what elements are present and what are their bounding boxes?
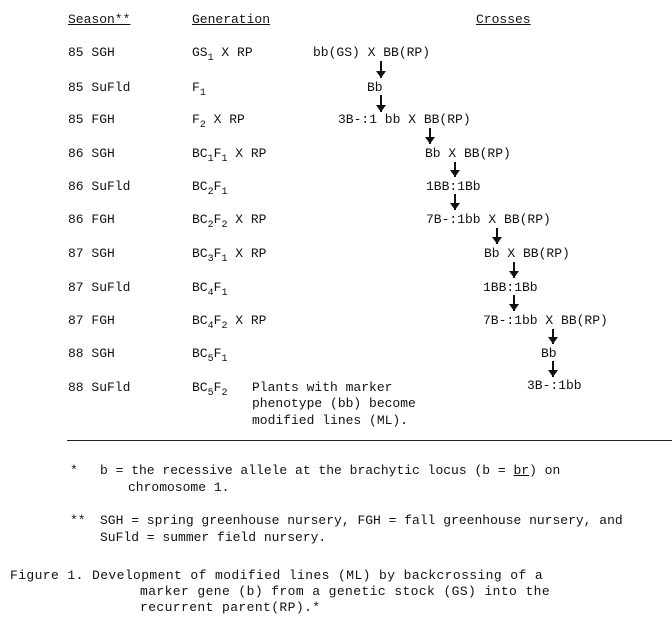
generation-cell: $BC_2F_1$ [192,179,228,198]
cross-label: 3B-:1bb [527,378,582,393]
down-arrow-icon [449,162,461,177]
season-cell: 86 SuFld [68,179,131,194]
cross-label: 7B-:1bb X BB(RP) [483,313,608,328]
season-cell: 85 FGH [68,112,115,127]
cross-label: Bb X BB(RP) [425,146,511,161]
season-cell: 87 FGH [68,313,115,328]
generation-cell: $BC_3F_1$ X RP [192,246,267,265]
cross-label: bb(GS) X BB(RP) [313,45,431,60]
caption-line: Figure 1. Development of modified lines (ML) by backcrossing of a [10,568,544,583]
generation-cell: $BC_1F_1$ X RP [192,146,267,165]
generation-cell: $F_1$ [192,80,206,99]
note-line: Plants with marker [252,380,393,395]
down-arrow-icon [375,95,387,112]
note-line: phenotype (bb) become [252,396,416,411]
down-arrow-icon [508,262,520,278]
season-cell: 85 SuFld [68,80,131,95]
down-arrow-icon [375,61,387,78]
down-arrow-icon [424,128,436,144]
footnote-mark: * [70,463,78,478]
header-crosses: Crosses [476,12,531,27]
caption-line: marker gene (b) from a genetic stock (GS) into the [140,584,551,599]
cross-label: Bb X BB(RP) [484,246,570,261]
generation-cell: $BC_5F_1$ [192,346,228,365]
cross-label: 1BB:1Bb [483,280,538,295]
table-bottom-rule [67,440,672,441]
season-cell: 86 SGH [68,146,115,161]
down-arrow-icon [547,361,559,377]
season-cell: 87 SGH [68,246,115,261]
note-line: modified lines (ML). [252,413,409,428]
cross-label: Bb [367,80,383,95]
down-arrow-icon [491,228,503,244]
season-cell: 85 SGH [68,45,115,60]
generation-cell: $GS_1$ X RP [192,45,253,64]
generation-cell: $BC_2F_2$ X RP [192,212,267,231]
season-cell: 88 SGH [68,346,115,361]
down-arrow-icon [547,329,559,344]
header-generation: Generation [192,12,271,27]
generation-cell: $BC_5F_2$ [192,380,228,399]
down-arrow-icon [449,194,461,210]
cross-label: 3B-:1 bb X BB(RP) [338,112,471,127]
generation-cell: $F_2$ X RP [192,112,245,131]
cross-label: 1BB:1Bb [426,179,481,194]
season-cell: 86 FGH [68,212,115,227]
footnote-1-line-2: chromosome 1. [128,480,230,495]
down-arrow-icon [508,295,520,311]
cross-label: Bb [541,346,557,361]
generation-cell: $BC_4F_1$ [192,280,228,299]
generation-cell: $BC_4F_2$ X RP [192,313,267,332]
cross-label: 7B-:1bb X BB(RP) [426,212,551,227]
caption-line: recurrent parent(RP).* [140,600,321,615]
footnote-2-line-2: SuFld = summer field nursery. [100,530,327,545]
footnote-1-line-1: b = the recessive allele at the brachytic locus (b = br) on [100,463,561,478]
footnote-2-line-1: SGH = spring greenhouse nursery, FGH = fall greenhouse nursery, and [100,513,623,528]
season-cell: 87 SuFld [68,280,131,295]
season-cell: 88 SuFld [68,380,131,395]
footnote-mark: ** [70,513,86,528]
header-season: Season** [68,12,131,27]
